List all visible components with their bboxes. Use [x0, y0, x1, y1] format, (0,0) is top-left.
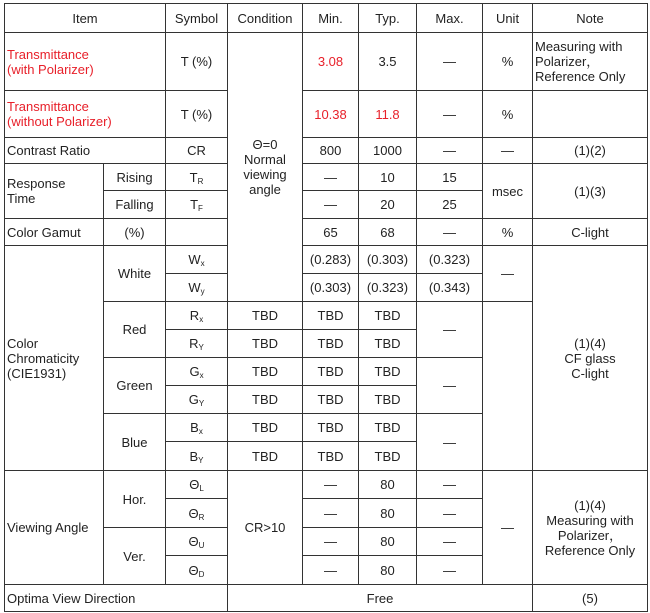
symbol-main: T: [190, 197, 199, 212]
typ-value: TBD: [303, 386, 359, 414]
typ-value: 80: [359, 499, 417, 528]
max-value: TBD: [359, 358, 417, 386]
note-line: Polarizer，: [557, 527, 623, 543]
symbol-sub: x: [199, 315, 204, 324]
header-symbol: Symbol: [166, 4, 228, 33]
note-line: Measuring with: [535, 39, 623, 54]
max-value: TBD: [359, 302, 417, 330]
symbol-main: T: [189, 169, 198, 185]
item-label: [5, 164, 104, 219]
min-value: TBD: [228, 358, 303, 386]
max-value: TBD: [359, 330, 417, 358]
note-line: (1)(4): [574, 497, 606, 513]
header-row: [5, 4, 648, 33]
item-line: Transmittance: [7, 46, 89, 62]
typ-value: 3.5: [359, 33, 417, 91]
symbol-sub: Y: [198, 343, 204, 352]
item-line: (with Polarizer): [7, 61, 94, 77]
item-line: Time: [7, 191, 36, 206]
max-value: TBD: [359, 414, 417, 442]
header-typ: Typ.: [359, 4, 417, 33]
symbol-sub: Y: [198, 399, 205, 408]
header-item: Item: [5, 4, 166, 33]
unit-value: %: [483, 33, 533, 91]
min-value: —: [303, 164, 359, 191]
unit-value: %: [483, 91, 533, 138]
item-label: [5, 33, 166, 91]
max-value: —: [417, 91, 483, 138]
row-contrast-ratio: [5, 138, 648, 164]
row-transmittance-with: [5, 33, 648, 91]
unit-value: —: [483, 246, 533, 302]
note-line: (1)(4): [574, 335, 606, 351]
sub-label: Falling: [104, 191, 166, 219]
note-empty: [533, 91, 648, 138]
header-condition: Condition: [228, 4, 303, 33]
min-value: —: [303, 471, 359, 499]
symbol: [166, 499, 228, 528]
min-value: 800: [303, 138, 359, 164]
header-min: Min.: [303, 4, 359, 33]
typ-value: 20: [359, 191, 417, 219]
symbol: [166, 330, 228, 358]
symbol-sub: y: [200, 287, 205, 296]
note-line: C-light: [571, 365, 609, 381]
min-value: 65: [303, 219, 359, 246]
symbol-sub: R: [198, 512, 205, 522]
symbol-main: Θ: [188, 505, 199, 521]
item-line: Color: [7, 335, 39, 351]
note-line: Measuring with: [546, 512, 634, 528]
min-value: TBD: [228, 442, 303, 471]
max-value: 25: [417, 191, 483, 219]
unit-value: —: [483, 471, 533, 585]
header-unit: Unit: [483, 4, 533, 33]
typ-value: (0.303): [359, 246, 417, 274]
symbol: [166, 274, 228, 302]
note-line: CF glass: [564, 350, 616, 366]
typ-value: 1000: [359, 138, 417, 164]
note: [533, 246, 648, 471]
unit-value: —: [483, 138, 533, 164]
unit-value: %: [483, 219, 533, 246]
row-white-x: [5, 246, 648, 274]
item-label: Color Gamut: [5, 219, 104, 246]
row-viewing-left: [5, 471, 648, 499]
item-label: Optima View Direction: [5, 585, 228, 612]
max-value: —: [417, 219, 483, 246]
condition-line: Normal: [244, 152, 286, 167]
symbol: CR: [166, 138, 228, 164]
symbol: [166, 386, 228, 414]
symbol-main: W: [188, 280, 201, 295]
sub-label: Ver.: [104, 528, 166, 585]
condition-line: Θ=0: [252, 137, 278, 152]
max-value: (0.323): [417, 246, 483, 274]
condition-viewing: CR>10: [228, 471, 303, 585]
symbol-sub: x: [199, 371, 204, 380]
symbol: T (%): [166, 33, 228, 91]
symbol-main: Θ: [188, 562, 199, 578]
symbol-main: R: [189, 336, 199, 351]
unit-value: —: [417, 302, 483, 358]
symbol-main: B: [190, 420, 199, 435]
max-value: (0.343): [417, 274, 483, 302]
item-line: (without Polarizer): [7, 114, 112, 129]
symbol: [166, 164, 228, 191]
symbol-sub: x: [200, 259, 205, 268]
item-line: (CIE1931): [7, 365, 67, 381]
min-value: (0.303): [303, 274, 359, 302]
condition-normal: [228, 33, 303, 302]
typ-value: 11.8: [359, 91, 417, 138]
typ-value: TBD: [303, 358, 359, 386]
min-value: —: [303, 556, 359, 585]
optima-value: Free: [228, 585, 533, 612]
item-label: Contrast Ratio: [5, 138, 166, 164]
symbol-main: G: [188, 392, 199, 407]
sub-label: Blue: [104, 414, 166, 471]
condition-line: viewing: [243, 167, 287, 182]
typ-value: TBD: [303, 414, 359, 442]
note: C-light: [533, 219, 648, 246]
condition-line: angle: [249, 182, 281, 197]
sub-label: Hor.: [104, 471, 166, 528]
sub-label: Green: [104, 358, 166, 414]
item-label: [5, 246, 104, 471]
header-max: Max.: [417, 4, 483, 33]
header-note: Note: [533, 4, 648, 33]
symbol-sub: D: [198, 569, 205, 579]
min-value: 3.08: [303, 33, 359, 91]
item-label: [5, 91, 166, 138]
symbol: [166, 528, 228, 556]
symbol: [166, 556, 228, 585]
max-value: 15: [417, 164, 483, 191]
symbol-sub: R: [197, 176, 204, 186]
note-line: Reference Only: [544, 542, 636, 558]
max-value: TBD: [359, 442, 417, 471]
note: (1)(2): [533, 138, 648, 164]
typ-value: 68: [359, 219, 417, 246]
sub-label: White: [104, 246, 166, 302]
typ-value: 80: [359, 556, 417, 585]
symbol-main: B: [189, 448, 199, 464]
unit-value: —: [417, 358, 483, 414]
symbol-sub: U: [198, 541, 205, 550]
sub-label: Rising: [104, 164, 166, 191]
max-value: —: [417, 528, 483, 556]
symbol: T (%): [166, 91, 228, 138]
row-color-gamut: [5, 219, 648, 246]
min-value: —: [303, 528, 359, 556]
max-value: —: [417, 471, 483, 499]
typ-value: 10: [359, 164, 417, 191]
symbol-sub: Y: [198, 455, 204, 465]
symbol-sub: x: [198, 427, 203, 436]
symbol-sub: L: [199, 484, 204, 493]
row-optima-view: [5, 585, 648, 612]
symbol: [166, 471, 228, 499]
min-value: TBD: [228, 330, 303, 358]
note: (5): [533, 585, 648, 612]
note-line: Reference Only: [535, 69, 626, 84]
symbol: [166, 302, 228, 330]
note: [533, 33, 648, 91]
symbol: [166, 414, 228, 442]
item-label: Viewing Angle: [5, 471, 104, 585]
min-value: TBD: [228, 414, 303, 442]
max-value: —: [417, 556, 483, 585]
unit-value: msec: [483, 164, 533, 219]
symbol-main: Θ: [189, 477, 200, 492]
symbol-empty: [166, 219, 228, 246]
item-line: Chromaticity: [7, 350, 80, 366]
symbol: [166, 246, 228, 274]
symbol: [166, 442, 228, 471]
typ-value: TBD: [303, 330, 359, 358]
typ-value: TBD: [303, 442, 359, 471]
typ-value: 80: [359, 528, 417, 556]
max-value: —: [417, 33, 483, 91]
item-line: Response: [7, 176, 66, 191]
symbol-main: W: [188, 252, 201, 267]
min-value: —: [303, 191, 359, 219]
note: [533, 471, 648, 585]
sub-label: Red: [104, 302, 166, 358]
min-value: —: [303, 499, 359, 528]
symbol-main: R: [189, 308, 200, 323]
row-response-rising: [5, 164, 648, 191]
item-line: Transmittance: [7, 99, 89, 114]
symbol-sub: F: [198, 204, 203, 213]
symbol: [166, 191, 228, 219]
symbol: [166, 358, 228, 386]
min-value: (0.283): [303, 246, 359, 274]
symbol-main: Θ: [188, 534, 199, 549]
min-value: TBD: [228, 302, 303, 330]
unit-value: —: [417, 414, 483, 471]
typ-value: 80: [359, 471, 417, 499]
max-value: —: [417, 138, 483, 164]
sub-label: (%): [104, 219, 166, 246]
note-line: Polarizer，: [535, 54, 600, 69]
spec-table: [4, 3, 648, 612]
min-value: 10.38: [303, 91, 359, 138]
symbol-main: G: [189, 364, 200, 379]
row-transmittance-without: [5, 91, 648, 138]
max-value: —: [417, 499, 483, 528]
typ-value: TBD: [303, 302, 359, 330]
min-value: TBD: [228, 386, 303, 414]
max-value: TBD: [359, 386, 417, 414]
typ-value: (0.323): [359, 274, 417, 302]
note: (1)(3): [533, 164, 648, 219]
